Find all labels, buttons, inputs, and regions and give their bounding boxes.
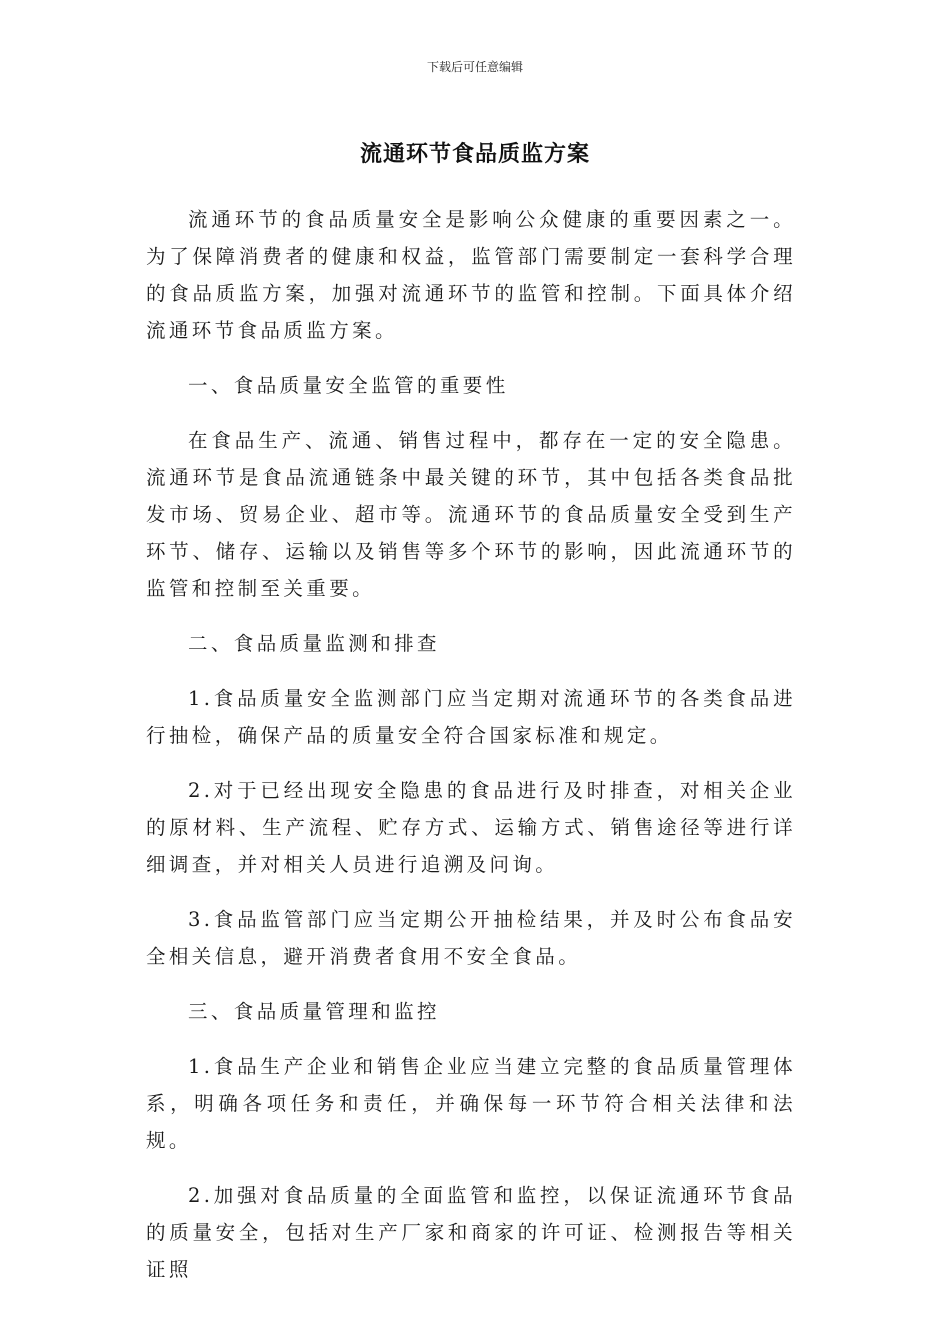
section-2-item-2: 2.对于已经出现安全隐患的食品进行及时排查，对相关企业的原材料、生产流程、贮存方式、运输方式、销售途径等进行详细调查，并对相关人员进行追溯及问询。 [146,779,796,876]
section-2-item-1: 1.食品质量安全监测部门应当定期对流通环节的各类食品进行抽检，确保产品的质量安全符合国家标准和规定。 [146,687,796,747]
section-3-item-1: 1.食品生产企业和销售企业应当建立完整的食品质量管理体系，明确各项任务和责任，并确保每一环节符合相关法律和法规。 [146,1055,796,1152]
section-3-item-2: 2.加强对食品质量的全面监管和监控，以保证流通环节食品的质量安全，包括对生产厂家和商家的许可证、检测报告等相关证照 [146,1184,796,1281]
header-note: 下载后可任意编辑 [426,60,523,74]
section-heading-2: 二、食品质量监测和排查 [188,632,440,655]
page-title: 流通环节食品质监方案 [359,142,590,167]
section-heading-3: 三、食品质量管理和监控 [188,1000,440,1023]
section-2-item-3: 3.食品监管部门应当定期公开抽检结果，并及时公布食品安全相关信息，避开消费者食用不安全食品。 [146,908,796,968]
document-body [146,201,796,1306]
intro-paragraph: 流通环节的食品质量安全是影响公众健康的重要因素之一。为了保障消费者的健康和权益，监管部门需要制定一套科学合理的食品质监方案，加强对流通环节的监管和控制。下面具体介绍流通环节食品质监方案。 [146,208,796,342]
section-heading-1: 一、食品质量安全监管的重要性 [188,374,509,397]
section-1-paragraph: 在食品生产、流通、销售过程中，都存在一定的安全隐患。流通环节是食品流通链条中最关键的环节，其中包括各类食品批发市场、贸易企业、超市等。流通环节的食品质量安全受到生产环节、储存、运输以及销售等多个环节的影响，因此流通环节的监管和控制至关重要。 [146,429,796,600]
